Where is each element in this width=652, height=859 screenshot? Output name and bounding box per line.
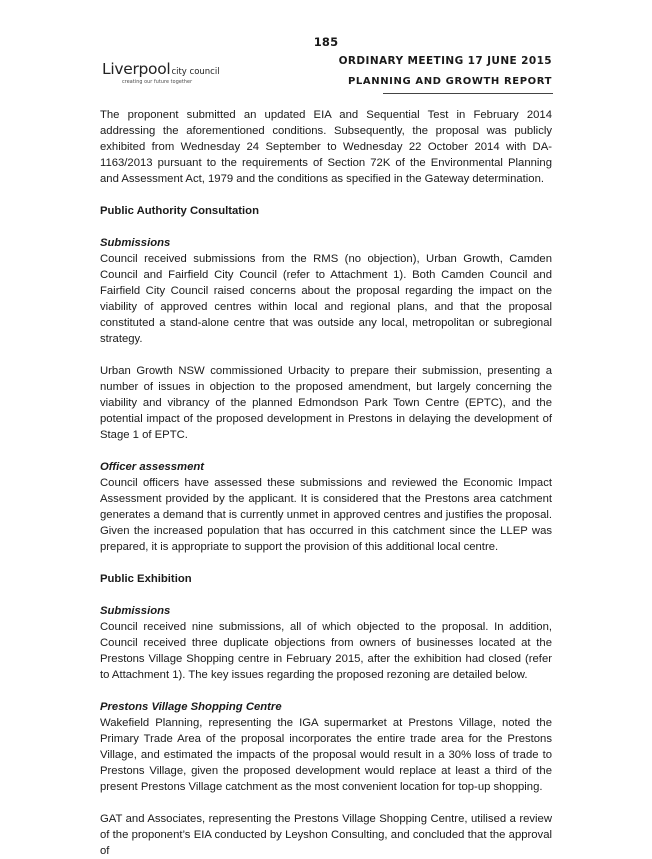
meeting-title: ORDINARY MEETING 17 JUNE 2015 — [338, 55, 552, 67]
intro-paragraph: The proponent submitted an updated EIA and Sequential Test in February 2014 addressing the aforementioned conditions. Subsequently, the proposal was publicly exhibited from Wednesday 24 September to Wednesday 22 October 2014 with DA-1163/2013 pursuant to the requirements of Section 72K of the Environmental Planning and Assessment Act, 1979 and the conditions as specified in the Gateway determination. — [100, 109, 552, 185]
public-exhibition-heading: Public Exhibition — [100, 573, 192, 585]
prestons-village-paragraph-1: Wakefield Planning, representing the IGA supermarket at Prestons Village, noted the Primary Trade Area of the proposal incorporates the entire trade area for the Prestons Village, and estimated the impacts of the proposal would result in a 30% loss of trade to Prestons Village, given the proposed development would replace at least a third of the present Prestons Village catchment as the most convenient location for top-up shopping. — [100, 717, 552, 793]
report-body — [100, 107, 552, 859]
header-divider — [383, 93, 553, 94]
logo-city-council: city council — [171, 67, 220, 77]
report-title: PLANNING AND GROWTH REPORT — [348, 76, 552, 87]
officer-assessment-paragraph: Council officers have assessed these submissions and reviewed the Economic Impact Assessment provided by the applicant. It is considered that the Prestons area catchment generates a demand that is currently unmet in approved centres and justifies the proposal. Given the increased population that has occurred in this catchment since the LLEP was prepared, it is appropriate to support the provision of this additional local centre. — [100, 477, 552, 553]
logo-word: Liverpool — [102, 60, 171, 78]
prestons-village-heading: Prestons Village Shopping Centre — [100, 701, 282, 713]
exhibition-submissions-paragraph: Council received nine submissions, all of which objected to the proposal. In addition, Council received three duplicate objections from owners of businesses located at the Prestons Village Shopping centre in February 2015, after the exhibition had closed (refer to Attachment 1). The key issues regarding the proposed rezoning are detailed below. — [100, 621, 552, 681]
authority-submissions-paragraph-1: Council received submissions from the RMS (no objection), Urban Growth, Camden Council and Fairfield City Council (refer to Attachment 1). Both Camden Council and Fairfield City Council raised concerns about the proposal regarding the impact on the viability of approved centres within local and regional plans, and that the proposal constituted a stand-alone centre that was outside any local, metropolitan or subregional strategy. — [100, 253, 552, 345]
authority-submissions-heading: Submissions — [100, 237, 171, 249]
public-authority-heading: Public Authority Consultation — [100, 205, 259, 217]
authority-submissions-paragraph-2: Urban Growth NSW commissioned Urbacity to prepare their submission, presenting a number of issues in objection to the proposed amendment, but largely concerning the viability and vibrancy of the planned Edmondson Park Town Centre (EPTC), and the potential impact of the proposed development in Prestons in delaying the development of Stage 1 of EPTC. — [100, 365, 552, 441]
logo-wordmark — [102, 62, 220, 78]
exhibition-submissions-heading: Submissions — [100, 605, 171, 617]
officer-assessment-heading: Officer assessment — [100, 461, 205, 473]
prestons-village-paragraph-2: GAT and Associates, representing the Prestons Village Shopping Centre, utilised a review of the proponent’s EIA conducted by Leyshon Consulting, and concluded that the approval of — [100, 813, 552, 857]
page-number: 185 — [313, 35, 339, 49]
logo-tagline: creating our future together — [122, 80, 193, 85]
council-logo — [102, 62, 232, 92]
